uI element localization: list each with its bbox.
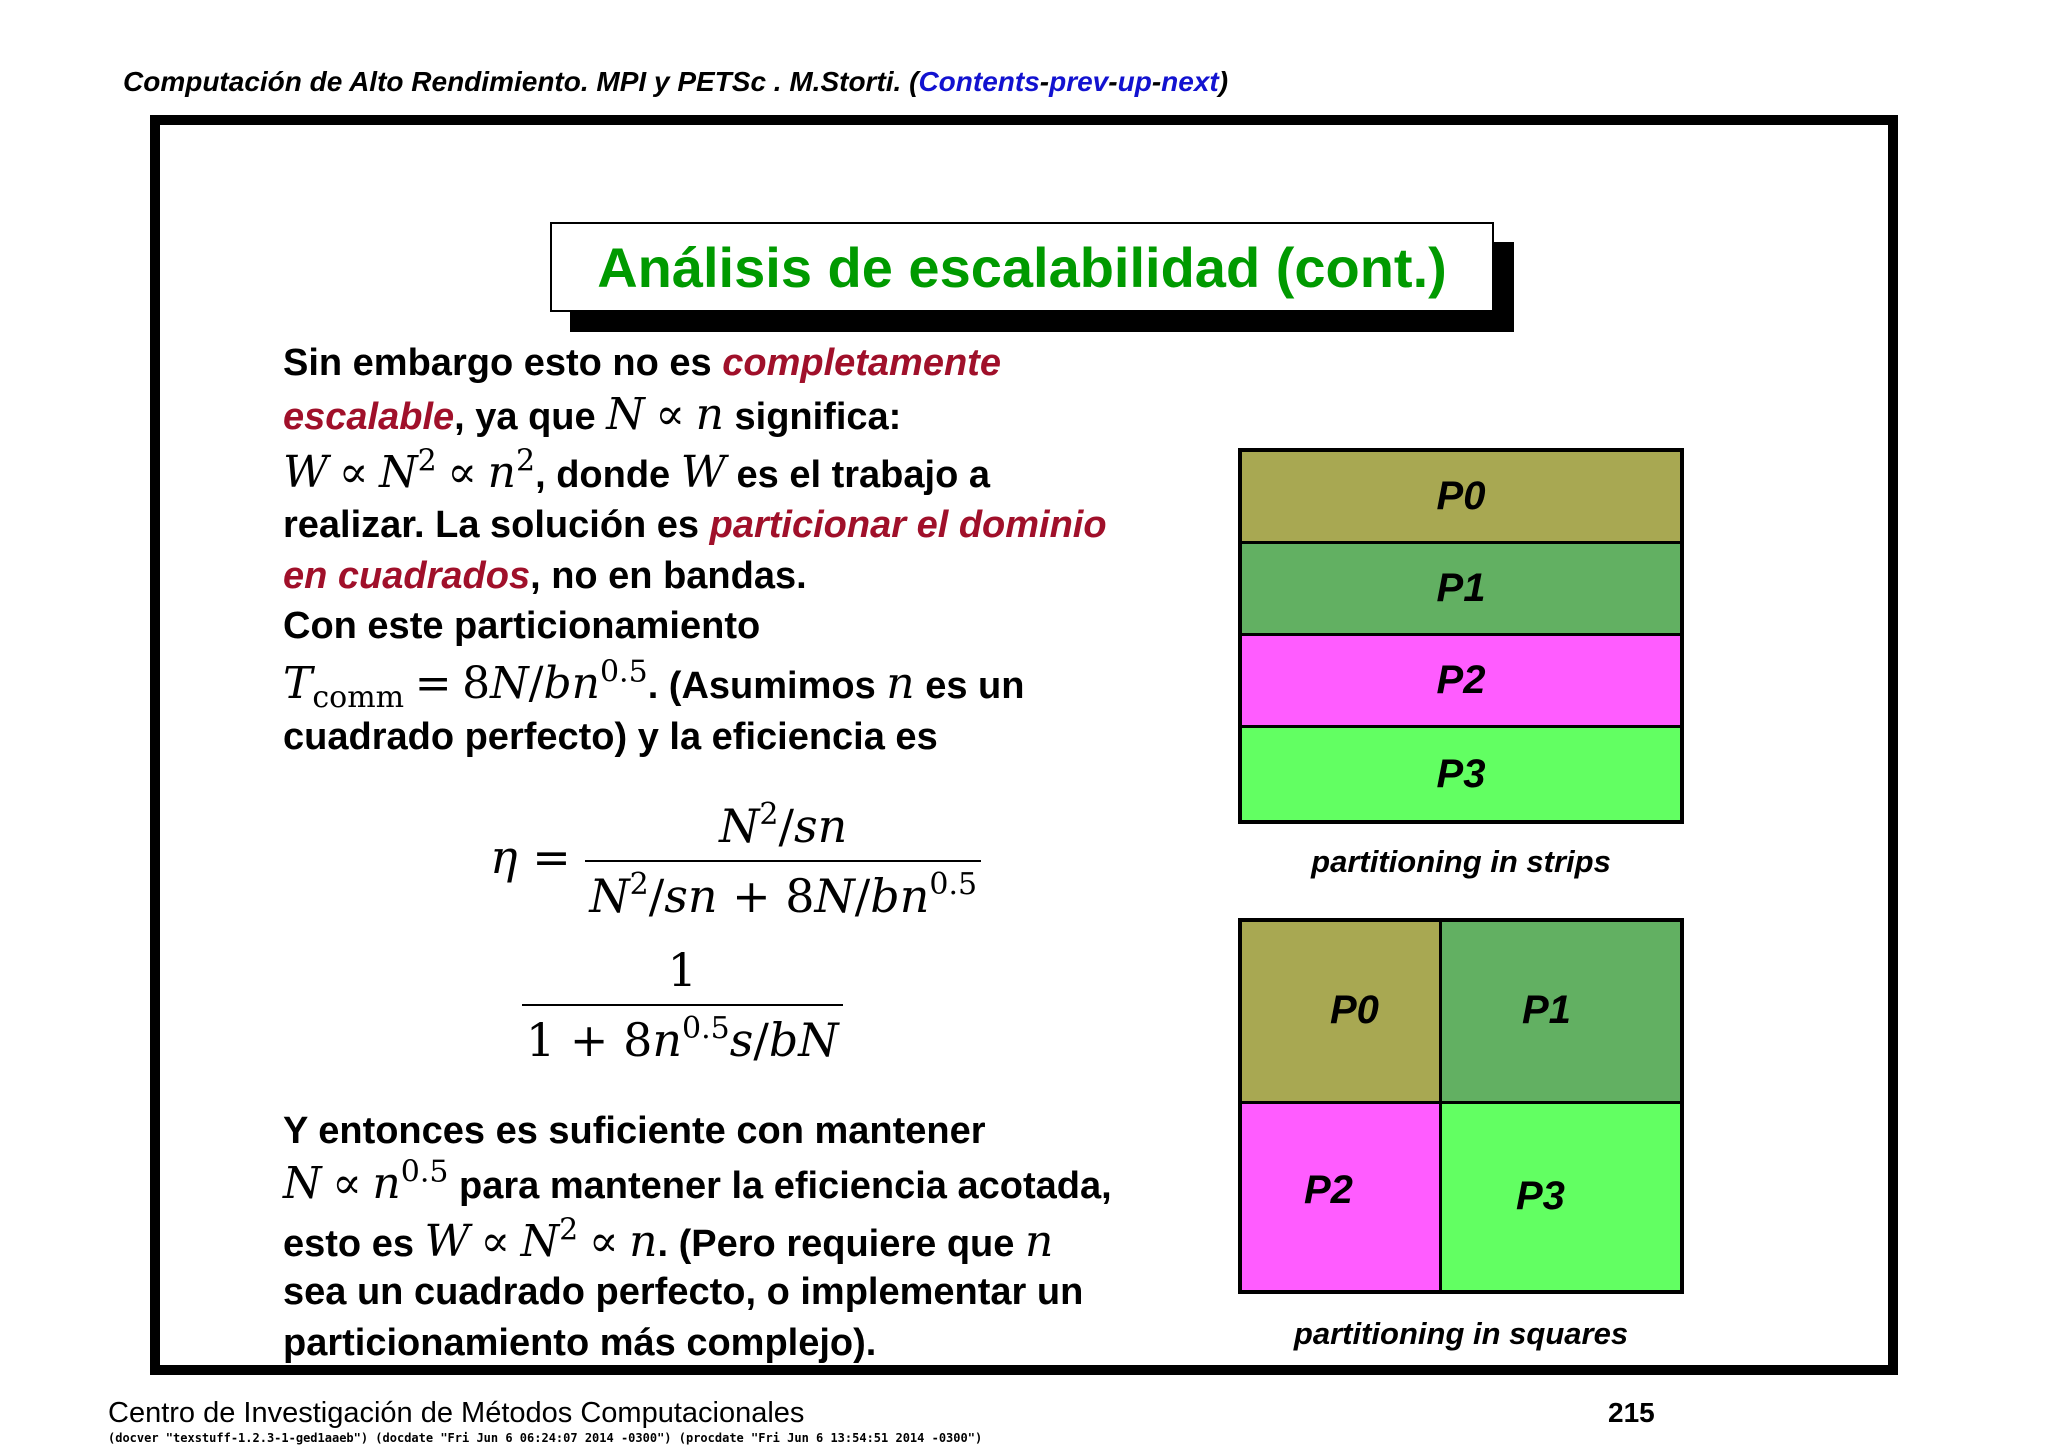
nav-contents-link[interactable]: Contents [918,66,1040,97]
strips-diagram [1238,448,1684,824]
emphasis-text: particionar el dominio [709,504,1107,546]
strip-p1: P1 [1242,544,1680,636]
page-number: 215 [1608,1397,1655,1428]
squares-diagram [1238,918,1684,1294]
para1-line7: $T_{comm} = 8N/bn^{0.5}$. (Asumimos n es un [283,654,1025,715]
nav-separator: - [1039,66,1050,97]
slide-title: Análisis de escalabilidad (cont.) [597,235,1447,299]
strips-caption: partitioning in strips [1311,844,1611,879]
strip-p3: P3 [1242,728,1680,820]
square-p1: P1 [1442,922,1680,1104]
nav-prev-link[interactable]: prev [1049,66,1109,97]
fraction: $\frac{1}{1 + 8n^{0.5}s/bN}$ [522,942,843,1068]
fraction: $\frac{N^2/sn}{N^2/sn + 8N/bn^{0.5}}$ [585,798,981,924]
squares-caption: partitioning in squares [1293,1316,1629,1351]
square-p0: P0 [1242,922,1442,1104]
efficiency-equation-simplified [522,942,843,1068]
square-p3: P3 [1442,1104,1680,1290]
para1-line6: Con este particionamiento [283,605,761,647]
para1-line2: escalable, ya que N ∝ n significa: [283,389,902,440]
para2-line2: $N \propto n^{0.5}$ para mantener la eficiencia acotada, [283,1154,1112,1209]
running-header [123,66,1228,98]
nav-next-link[interactable]: next [1161,66,1219,97]
header-title: Computación de Alto Rendimiento. MPI y PETSc . M.Storti. ( [123,66,919,97]
nav-up-link[interactable]: up [1117,66,1152,97]
para1-line3: $W \propto N^2 \propto n^2$, donde W es el trabajo a [283,443,990,498]
para2-line4: sea un cuadrado perfecto, o implementar un [283,1271,1084,1313]
para1-line4: realizar. La solución es particionar el dominio [283,504,1107,546]
footer-docinfo: (docver "texstuff-1.2.3-1-ged1aaeb") (docdate "Fri Jun 6 06:24:07 2014 -0300") (procdate "Fri Jun 6 13:54:51 2014 -0300") [108,1431,983,1445]
para2-line1: Y entonces es suficiente con mantener [283,1110,986,1152]
emphasis-text: escalable [283,396,455,438]
efficiency-equation: η = $\frac{N^2/sn}{N^2/sn + 8N/bn^{0.5}}$ [490,798,981,924]
strip-p2: P2 [1242,636,1680,728]
para1-line8: cuadrado perfecto) y la eficiencia es [283,716,938,758]
emphasis-text: completamente [722,342,1001,384]
para2-line3: esto es $W \propto N^2 \propto n$. (Pero requiere que n [283,1212,1054,1267]
para1-line5: en cuadrados, no en bandas. [283,555,807,597]
footer-institution: Centro de Investigación de Métodos Computacionales [108,1397,805,1429]
header-paren: ) [1218,66,1229,97]
nav-separator: - [1151,66,1162,97]
para1-line1: Sin embargo esto no es completamente [283,342,1001,384]
emphasis-text: en cuadrados [283,555,531,597]
nav-separator: - [1108,66,1118,97]
square-p2: P2 [1242,1104,1442,1290]
para2-line5: particionamiento más complejo). [283,1322,877,1364]
strip-p0: P0 [1242,452,1680,544]
slide-title-box [550,222,1494,312]
title-frame [550,222,1494,312]
